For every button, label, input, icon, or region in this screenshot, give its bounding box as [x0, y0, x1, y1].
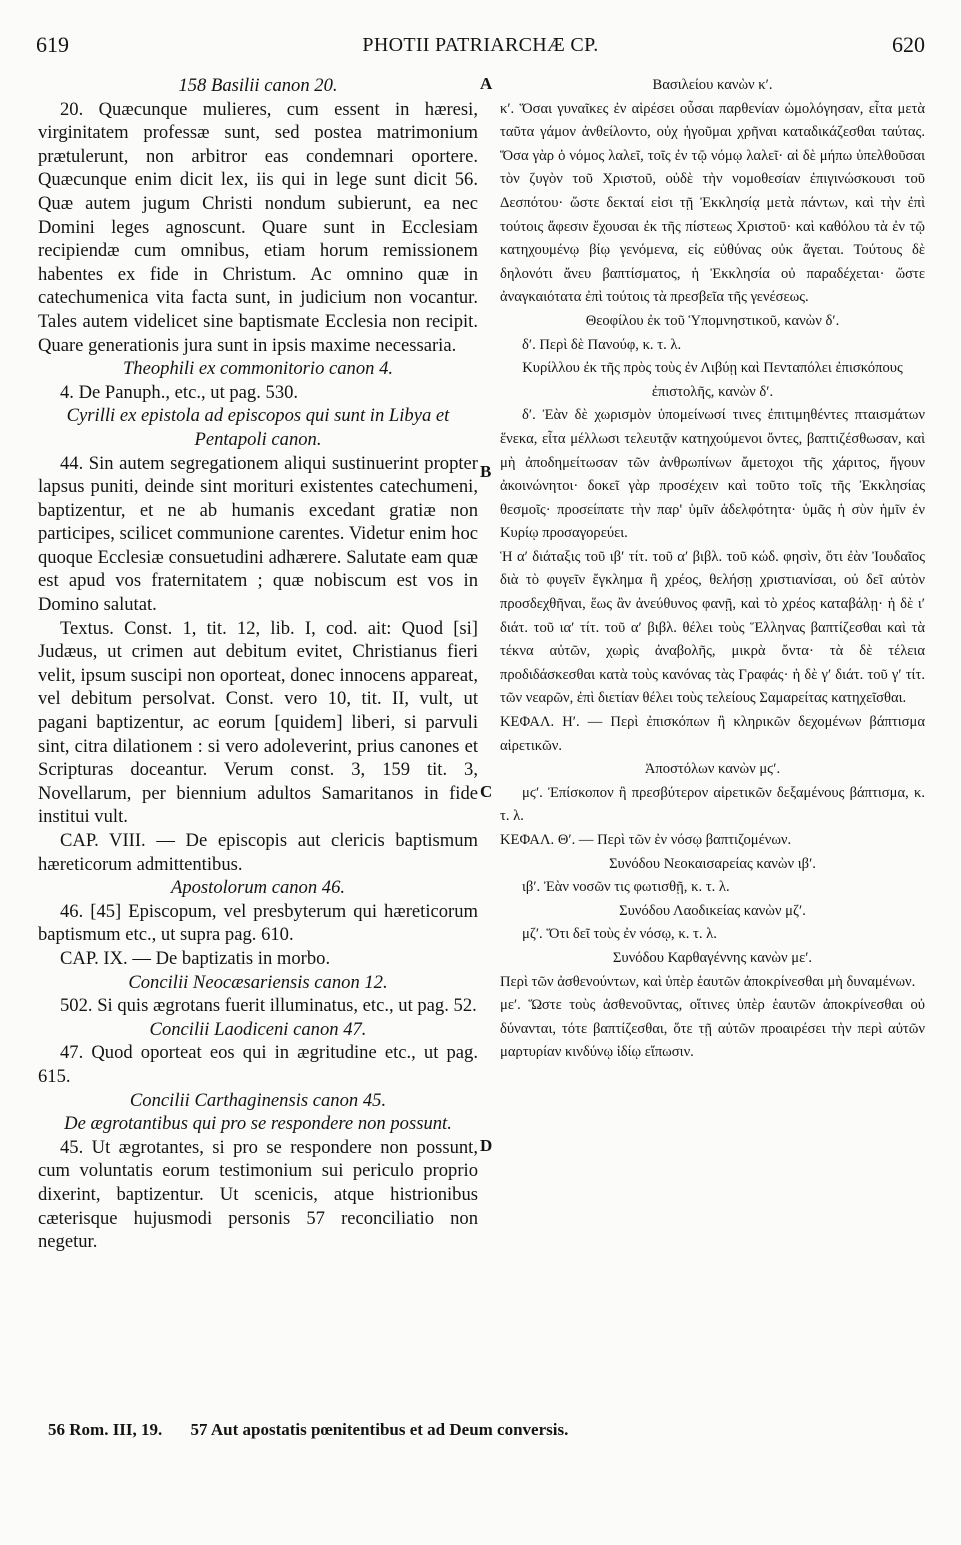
footnote-57: 57 Aut apostatis pœnitentibus et ad Deum conversis.	[190, 1420, 569, 1439]
greek-paragraph: μεʹ. Ὥστε τοὺς ἀσθενοῦντας, οἵτινες ὑπὲρ ἑαυτῶν ἀποκρίνεσθαι οὐ δύνανται, τότε βαπτίζεσθαι, ὅτε τῇ αὐτῶν προαιρέσει τὴν περὶ αὐτῶν μαρτυρίαν κινδύνῳ ἰδίῳ εἴπωσιν.	[500, 997, 925, 1061]
greek-paragraph: Ἡ αʹ διάταξις τοῦ ιβʹ τίτ. τοῦ αʹ βιβλ. τοῦ κώδ. φησὶν, ὅτι ἐὰν Ἰουδαῖος διὰ τὸ φυγεῖν ἔγκλημα ἢ χρέος, θελήσῃ χριστιανίσαι, οὐ δεῖ αὐτὸν προσδεχθῆναι, ἕως ἂν ἀνεύθυνος φανῇ, καὶ τὸ χρέος καταβάλῃ· ἡ δὲ ιʹ διάτ. τοῦ ιαʹ τίτ. τοῦ αʹ βιβλ. θέλει τοὺς Ἕλληνας βαπτίζεσθαι καὶ τὰ τέκνα αὐτῶν, χωρὶς ἀναβολῆς, μικρὰ ὄντα· τὰ δὲ τέλεια προδιδάσκεσθαι κατὰ τοὺς κανόνας τὰς Γραφάς· ἡ δὲ γʹ διάτ. τοῦ γʹ τίτ. τῶν νεαρῶν, ἐπὶ διετίαν θέλει τοὺς τελείους Σαμαρείτας κατηχεῖσθαι.	[500, 548, 925, 707]
latin-paragraph: Apostolorum canon 46.	[170, 877, 346, 899]
greek-paragraph: ΚΕΦΑΛ. Θʹ. — Περὶ τῶν ἐν νόσῳ βαπτιζομένων.	[500, 832, 792, 848]
latin-paragraph: 502. Si quis ægrotans fuerit illuminatus, etc., ut pag. 52.	[60, 995, 477, 1017]
latin-paragraph: Textus. Const. 1, tit. 12, lib. I, cod. ait: Quod [si] Judæus, ut crimen aut debitum evitet, Christianus fieri velit, ipsum suscipi non oporteat, donec innocens appareat, vel debitum persolvat. Const. vero 10, tit. II, vult, ut pagani baptizentur, ac eorum [quidem] liberi, si parvuli sint, citra dilationem : si vero adoleverint, prius canones et Scripturas doceantur. Verum const. 3, 159 tit. 3, Novellarum, per biennium adultos Samaritanos in fide institui vult.	[38, 617, 478, 828]
margin-letter-d: D	[480, 1136, 493, 1155]
greek-paragraph: Βασιλείου κανὼν κʹ.	[652, 77, 773, 93]
latin-paragraph: 46. [45] Episcopum, vel presbyterum qui hæreticorum baptismum etc., ut supra pag. 610.	[38, 900, 478, 946]
greek-paragraph: μζʹ. Ὅτι δεῖ τοὺς ἐν νόσῳ, κ. τ. λ.	[522, 926, 717, 943]
greek-paragraph: κʹ. Ὅσαι γυναῖκες ἐν αἱρέσει οὖσαι παρθενίαν ὡμολόγησαν, εἶτα μετὰ ταῦτα γάμον ἀνθείλοντο, οὐχ ἡγοῦμαι χρῆναι καταδικάζεσθαι ταύτας. Ὅσα γὰρ ὁ νόμος λαλεῖ, τοῖς ἐν τῷ νόμῳ λαλεῖ· αἱ δὲ μήπω ὑπελθοῦσαι τὸν ζυγὸν τοῦ Χριστοῦ, οὐδὲ τὴν νομοθεσίαν ἐπιγινώσκουσι τοῦ Δεσπότου· ὥστε δεκταί εἰσι τῇ Ἐκκλησίᾳ μετὰ πάντων, καὶ τὴν ἐπὶ τούτοις ἄφεσιν ἔχουσαι ἐκ τῆς πίστεως Χριστοῦ· καὶ καθόλου τὰ ἐν τῷ κατηχουμένῳ βίῳ γενόμενα, εἰς εὐθύνας οὐκ ἄγεται. Τούτους δὲ δηλονότι ἄνευ βαπτίσματος, ἡ Ἐκκλησία οὐ παραδέχεται· ὥστε ἀναγκαιότατα ἐπὶ τούτοις τὰ πρεσβεῖα τῆς γενέσεως.	[500, 100, 925, 306]
latin-paragraph: Cyrilli ex epistola ad episcopos qui sunt in Libya et Pentapoli canon.	[66, 405, 450, 450]
latin-paragraph: De ægrotantibus qui pro se respondere non possunt.	[64, 1113, 452, 1135]
latin-paragraph: Theophili ex commonitorio canon 4.	[122, 358, 394, 380]
latin-paragraph: 4. De Panuph., etc., ut pag. 530.	[60, 381, 299, 403]
greek-paragraph: ΚΕΦΑΛ. Ηʹ. — Περὶ ἐπισκόπων ἢ κληρικῶν δεχομένων βάπτισμα αἱρετικῶν.	[500, 714, 925, 754]
latin-paragraph: 47. Quod oporteat eos qui in ægritudine etc., ut pag. 615.	[38, 1042, 478, 1087]
page-number-right: 620	[892, 32, 925, 57]
greek-paragraph: Συνόδου Καρθαγέννης κανὼν μεʹ.	[612, 949, 813, 966]
greek-column	[500, 74, 925, 1065]
margin-letter-c: C	[480, 782, 493, 801]
greek-paragraph: Ἀποστόλων κανὼν μϛʹ.	[644, 761, 781, 778]
running-head: PHOTII PATRIARCHÆ CP.	[362, 34, 599, 56]
footnotes	[48, 1420, 928, 1440]
greek-paragraph: μϛʹ. Ἐπίσκοπον ἢ πρεσβύτερον αἱρετικῶν δεξαμένους βάπτισμα, κ. τ. λ.	[500, 784, 925, 825]
margin-letter-b: B	[480, 462, 492, 481]
latin-paragraph: CAP. IX. — De baptizatis in morbo.	[60, 947, 331, 969]
page-header	[36, 32, 925, 68]
page-number-left: 619	[36, 32, 69, 57]
latin-paragraph: 45. Ut ægrotantes, si pro se respondere non possunt, cum voluntatis eorum testimonium sui periculo proprio dixerint, baptizentur. Ut scenicis, atque histrionibus cæterisque hujusmodi personis 57 reconciliatio non negetur.	[38, 1136, 478, 1253]
latin-paragraph: 158 Basilii canon 20.	[178, 75, 338, 96]
margin-letter-a: A	[480, 74, 493, 93]
latin-paragraph: CAP. VIII. — De episcopis aut clericis baptismum hæreticorum admittentibus.	[38, 830, 478, 875]
greek-paragraph: Θεοφίλου ἐκ τοῦ Ὑπομνηστικοῦ, κανὼν δʹ.	[585, 312, 840, 329]
latin-paragraph: Concilii Laodiceni canon 47.	[149, 1018, 367, 1040]
footnote-56: 56 Rom. III, 19.	[48, 1420, 163, 1439]
latin-paragraph: 44. Sin autem segregationem aliqui sustinuerint propter lapsus puniti, deinde sint morituri existentes catechumeni, baptizentur, et ne ab humanis excedant gratiæ non participes, scilicet communione carentes. Videtur enim hoc quoque Ecclesiæ consuetudini adhærere. Salutate eam quæ est apud vos fraternitatem ; quæ nobiscum est vos in Domino salutat.	[38, 452, 478, 616]
greek-paragraph: Περὶ τῶν ἀσθενούντων, καὶ ὑπὲρ ἑαυτῶν ἀποκρίνεσθαι μὴ δυναμένων.	[500, 973, 916, 990]
greek-paragraph: Κυρίλλου ἐκ τῆς πρὸς τοὺς ἐν Λιβύῃ καὶ Πενταπόλει ἐπισκόπους ἐπιστολῆς, κανὼν δʹ.	[522, 360, 903, 400]
greek-paragraph: ιβʹ. Ἐὰν νοσῶν τις φωτισθῇ, κ. τ. λ.	[522, 879, 730, 896]
greek-paragraph: Συνόδου Λαοδικείας κανὼν μζʹ.	[619, 902, 806, 919]
greek-paragraph: δʹ. Περὶ δὲ Πανούφ, κ. τ. λ.	[522, 336, 682, 353]
latin-paragraph: 20. Quæcunque mulieres, cum essent in hæresi, virginitatem professæ sunt, sed postea matrimonium prætulerunt, non arbitror eas condemnari oportere. Quæcunque enim dicit lex, iis qui in lege sunt dicit 56. Quæ autem jugum Christi nondum subierunt, ea nec Domini leges agnoscunt. Quare sunt in Ecclesiam recipiendæ cum omnibus, etiam horum remissionem habentes ex fide in Christum. Ac omnino quæ in catechumenica vita facta sunt, in judicium non vocantur. Tales autem videlicet sine baptismate Ecclesia non recipit. Quare generationis jura sunt in ipsis maxime necessaria.	[38, 98, 478, 356]
latin-paragraph: Concilii Neocæsariensis canon 12.	[128, 971, 388, 993]
greek-paragraph: δʹ. Ἐὰν δὲ χωρισμὸν ὑπομείνωσί τινες ἐπιτιμηθέντες πταισμάτων ἕνεκα, εἶτα μέλλωσι τελευτᾷν κατηχούμενοι ὄντες, βαπτιζέσθωσαν, καὶ μὴ ἀποδημείτωσαν τῶν ἀνθρωπίνων ἄμετοχοι τῆς χάριτος, ἤγουν ἀκοινώνητοι· δοκεῖ γὰρ προσέχειν καὶ τοῦτο τοῖς τῆς Ἐκκλησίας θεσμοῖς· προσείπατε τὴν παρ' ὑμῖν ἀδελφότητα· ὑμᾶς ἡ σὺν ἡμῖν ἐν Κυρίῳ προσαγορεύει.	[500, 407, 925, 542]
latin-column	[38, 74, 478, 1254]
greek-paragraph: Συνόδου Νεοκαισαρείας κανὼν ιβʹ.	[609, 855, 816, 872]
latin-paragraph: Concilii Carthaginensis canon 45.	[129, 1089, 387, 1111]
